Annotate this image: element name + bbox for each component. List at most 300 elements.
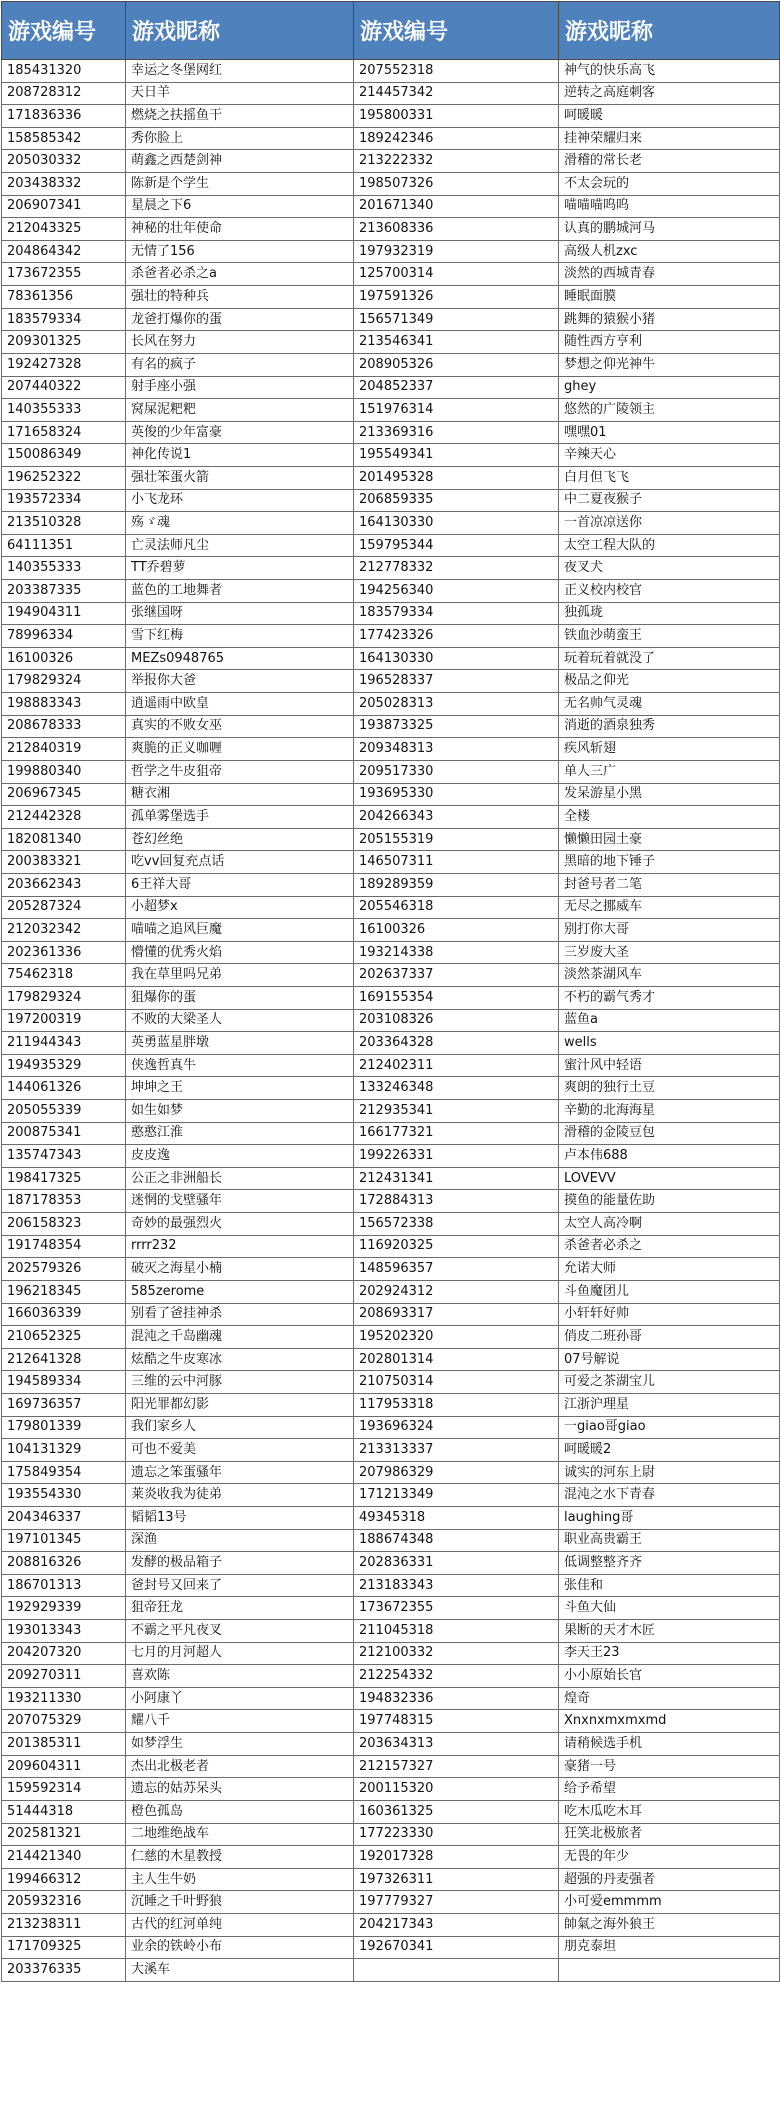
nickname-cell: MEZs0948765 xyxy=(126,647,354,670)
table-row xyxy=(2,851,780,874)
nickname-cell: 如生如梦 xyxy=(126,1100,354,1123)
nickname-cell: 喵喵喵呜呜 xyxy=(559,195,780,218)
table-row xyxy=(2,173,780,196)
game-id-cell: 203364328 xyxy=(354,1032,559,1055)
game-id-cell: 213183343 xyxy=(354,1574,559,1597)
nickname-cell: 无情了156 xyxy=(126,240,354,263)
nickname-cell: Xnxnxmxmxmd xyxy=(559,1710,780,1733)
game-id-cell: 133246348 xyxy=(354,1077,559,1100)
nickname-cell: 一giao哥giao xyxy=(559,1416,780,1439)
nickname-cell: laughing哥 xyxy=(559,1507,780,1530)
game-id-cell: 193554330 xyxy=(2,1484,126,1507)
nickname-cell: 三维的云中河豚 xyxy=(126,1371,354,1394)
nickname-cell: 蓝鱼a xyxy=(559,1009,780,1032)
table-row xyxy=(2,1326,780,1349)
game-id-cell: 159795344 xyxy=(354,534,559,557)
game-id-cell: 196252322 xyxy=(2,466,126,489)
table-row xyxy=(2,1642,780,1665)
game-id-cell: 204207320 xyxy=(2,1642,126,1665)
game-id-cell: 140355333 xyxy=(2,399,126,422)
game-id-cell: 186701313 xyxy=(2,1574,126,1597)
nickname-cell: 嘿嘿01 xyxy=(559,421,780,444)
game-id-cell: 187178353 xyxy=(2,1190,126,1213)
nickname-cell: 蜜汁风中轻语 xyxy=(559,1054,780,1077)
nickname-cell: 龙爸打爆你的蛋 xyxy=(126,308,354,331)
nickname-cell: TT乔碧萝 xyxy=(126,557,354,580)
nickname-cell: 梦想之仰光神牛 xyxy=(559,353,780,376)
game-id-cell: 202581321 xyxy=(2,1823,126,1846)
nickname-cell: 橙色孤岛 xyxy=(126,1800,354,1823)
nickname-cell: 我在草里吗兄弟 xyxy=(126,964,354,987)
game-id-cell: 193696324 xyxy=(354,1416,559,1439)
nickname-cell: 耀八千 xyxy=(126,1710,354,1733)
nickname-cell: 遗忘之笨蛋骚年 xyxy=(126,1461,354,1484)
nickname-cell: 太空工程大队的 xyxy=(559,534,780,557)
game-id-cell: 197591326 xyxy=(354,286,559,309)
game-id-cell: 195800331 xyxy=(354,105,559,128)
nickname-cell: 我们家乡人 xyxy=(126,1416,354,1439)
game-id-cell: 194589334 xyxy=(2,1371,126,1394)
nickname-cell: 不太会玩的 xyxy=(559,173,780,196)
nickname-cell: 苍幻丝绝 xyxy=(126,828,354,851)
table-body xyxy=(2,60,780,1982)
nickname-cell: 韬韬13号 xyxy=(126,1507,354,1530)
game-id-cell: 194935329 xyxy=(2,1054,126,1077)
game-id-cell: 212402311 xyxy=(354,1054,559,1077)
table-row xyxy=(2,263,780,286)
header-game-id-2: 游戏编号 xyxy=(354,2,559,60)
game-id-cell: 206907341 xyxy=(2,195,126,218)
table-row xyxy=(2,1800,780,1823)
nickname-cell: 吃木瓜吃木耳 xyxy=(559,1800,780,1823)
game-id-cell: 197326311 xyxy=(354,1868,559,1891)
nickname-cell: 斗鱼魔团儿 xyxy=(559,1280,780,1303)
nickname-cell: 正义校内校官 xyxy=(559,580,780,603)
game-id-cell: 199466312 xyxy=(2,1868,126,1891)
nickname-cell: 无名帅气灵魂 xyxy=(559,693,780,716)
nickname-cell: 公正之非洲船长 xyxy=(126,1167,354,1190)
game-id-cell: 164130330 xyxy=(354,512,559,535)
nickname-cell: 强壮笨蛋火箭 xyxy=(126,466,354,489)
game-id-cell: 210750314 xyxy=(354,1371,559,1394)
nickname-cell: 张继国呀 xyxy=(126,602,354,625)
header-game-id-1: 游戏编号 xyxy=(2,2,126,60)
table-row xyxy=(2,1032,780,1055)
game-id-cell: 199226331 xyxy=(354,1145,559,1168)
game-id-cell: 212431341 xyxy=(354,1167,559,1190)
game-id-cell: 169155354 xyxy=(354,986,559,1009)
game-id-cell: 212935341 xyxy=(354,1100,559,1123)
nickname-cell: 狙帝狂龙 xyxy=(126,1597,354,1620)
nickname-cell: 摸鱼的能量佐助 xyxy=(559,1190,780,1213)
game-id-cell: 202836331 xyxy=(354,1552,559,1575)
game-id-cell: 212254332 xyxy=(354,1665,559,1688)
table-row xyxy=(2,557,780,580)
game-id-cell: 144061326 xyxy=(2,1077,126,1100)
nickname-cell: 高级人机zxc xyxy=(559,240,780,263)
header-row xyxy=(2,2,780,60)
game-id-cell: 203376335 xyxy=(2,1959,126,1982)
game-id-cell: 158585342 xyxy=(2,127,126,150)
nickname-cell: 不朽的霸气秀才 xyxy=(559,986,780,1009)
game-id-cell: 202801314 xyxy=(354,1348,559,1371)
nickname-cell: 呵暖暖2 xyxy=(559,1439,780,1462)
table-row xyxy=(2,941,780,964)
nickname-cell: 淡然的西城青春 xyxy=(559,263,780,286)
game-id-cell: 49345318 xyxy=(354,1507,559,1530)
game-id-cell: 179829324 xyxy=(2,670,126,693)
game-id-cell: 213546341 xyxy=(354,331,559,354)
game-id-cell: 197200319 xyxy=(2,1009,126,1032)
nickname-cell: 英勇蓝星胖墩 xyxy=(126,1032,354,1055)
table-row xyxy=(2,1439,780,1462)
game-id-cell: 202924312 xyxy=(354,1280,559,1303)
game-id-cell: 169736357 xyxy=(2,1393,126,1416)
nickname-cell: 不霸之平凡夜叉 xyxy=(126,1620,354,1643)
table-row xyxy=(2,1891,780,1914)
nickname-cell: 混沌之千岛幽魂 xyxy=(126,1326,354,1349)
table-row xyxy=(2,1235,780,1258)
game-id-cell: 135747343 xyxy=(2,1145,126,1168)
nickname-cell: 消逝的酒泉独秀 xyxy=(559,715,780,738)
table-row xyxy=(2,738,780,761)
table-row xyxy=(2,896,780,919)
table-row xyxy=(2,1846,780,1869)
game-id-cell: 191748354 xyxy=(2,1235,126,1258)
table-row xyxy=(2,1687,780,1710)
nickname-cell: 卢本伟688 xyxy=(559,1145,780,1168)
table-row xyxy=(2,1778,780,1801)
nickname-cell: 滑稽的常长老 xyxy=(559,150,780,173)
nickname-cell: 俏皮二班孙哥 xyxy=(559,1326,780,1349)
game-id-table xyxy=(1,1,780,1982)
game-id-cell: 75462318 xyxy=(2,964,126,987)
table-row xyxy=(2,1167,780,1190)
table-row xyxy=(2,1574,780,1597)
nickname-cell: 真实的不败女巫 xyxy=(126,715,354,738)
nickname-cell: 别看了爸挂神杀 xyxy=(126,1303,354,1326)
table-row xyxy=(2,105,780,128)
nickname-cell: 无尽之挪威车 xyxy=(559,896,780,919)
game-id-cell: 148596357 xyxy=(354,1258,559,1281)
game-id-cell: 211944343 xyxy=(2,1032,126,1055)
nickname-cell: 长风在努力 xyxy=(126,331,354,354)
nickname-cell: 懵懂的优秀火焰 xyxy=(126,941,354,964)
game-id-cell: 205287324 xyxy=(2,896,126,919)
nickname-cell: 秀你脸上 xyxy=(126,127,354,150)
nickname-cell: 沉睡之千叶野狼 xyxy=(126,1891,354,1914)
game-id-cell: 208728312 xyxy=(2,82,126,105)
game-id-cell: 125700314 xyxy=(354,263,559,286)
nickname-cell: 破灭之海星小楠 xyxy=(126,1258,354,1281)
table-row xyxy=(2,1190,780,1213)
nickname-cell: 如梦浮生 xyxy=(126,1733,354,1756)
game-id-cell: 201671340 xyxy=(354,195,559,218)
game-id-cell: 205546318 xyxy=(354,896,559,919)
nickname-cell: 玩着玩着就没了 xyxy=(559,647,780,670)
nickname-cell: 小阿康丫 xyxy=(126,1687,354,1710)
game-id-cell: 179829324 xyxy=(2,986,126,1009)
nickname-cell: LOVEVV xyxy=(559,1167,780,1190)
game-id-cell: 78361356 xyxy=(2,286,126,309)
nickname-cell: 豪猪一号 xyxy=(559,1755,780,1778)
game-id-cell: 171658324 xyxy=(2,421,126,444)
nickname-cell: 小轩轩好帅 xyxy=(559,1303,780,1326)
nickname-cell: 小飞龙环 xyxy=(126,489,354,512)
nickname-cell: 杰出北极老者 xyxy=(126,1755,354,1778)
nickname-cell: 射手座小强 xyxy=(126,376,354,399)
table-row xyxy=(2,1529,780,1552)
game-id-cell: 209301325 xyxy=(2,331,126,354)
game-id-cell: 151976314 xyxy=(354,399,559,422)
nickname-cell: 喵喵之追风巨魔 xyxy=(126,919,354,942)
game-id-cell: 205030332 xyxy=(2,150,126,173)
table-row xyxy=(2,1552,780,1575)
table-row xyxy=(2,1393,780,1416)
table-row xyxy=(2,399,780,422)
nickname-cell: 天日羊 xyxy=(126,82,354,105)
nickname-cell: rrrr232 xyxy=(126,1235,354,1258)
nickname-cell: 全楼 xyxy=(559,806,780,829)
game-id-cell: 159592314 xyxy=(2,1778,126,1801)
nickname-cell: 蓝色的工地舞者 xyxy=(126,580,354,603)
game-id-cell: 207552318 xyxy=(354,60,559,83)
nickname-cell: 小可爱emmmm xyxy=(559,1891,780,1914)
nickname-cell: 侠逸哲真牛 xyxy=(126,1054,354,1077)
nickname-cell: 别打你大哥 xyxy=(559,919,780,942)
game-id-cell: 156572338 xyxy=(354,1213,559,1236)
game-id-cell: 205028313 xyxy=(354,693,559,716)
table-row xyxy=(2,1484,780,1507)
header-nickname-1: 游戏昵称 xyxy=(126,2,354,60)
game-id-cell: 197101345 xyxy=(2,1529,126,1552)
table-row xyxy=(2,986,780,1009)
table-row xyxy=(2,1122,780,1145)
table-row xyxy=(2,1100,780,1123)
nickname-cell: 疾风斩翅 xyxy=(559,738,780,761)
nickname-cell: 滑稽的金陵豆包 xyxy=(559,1122,780,1145)
game-id-cell: 212100332 xyxy=(354,1642,559,1665)
game-id-cell: 208816326 xyxy=(2,1552,126,1575)
table-row xyxy=(2,240,780,263)
game-id-cell: 204217343 xyxy=(354,1913,559,1936)
nickname-cell: 炫酷之牛皮寒冰 xyxy=(126,1348,354,1371)
game-id-cell: 213238311 xyxy=(2,1913,126,1936)
game-id-cell: 194904311 xyxy=(2,602,126,625)
table-row xyxy=(2,218,780,241)
game-id-cell: 196218345 xyxy=(2,1280,126,1303)
nickname-cell: 雪下红梅 xyxy=(126,625,354,648)
nickname-cell: 七月的月河超人 xyxy=(126,1642,354,1665)
nickname-cell: 淡然茶湖风车 xyxy=(559,964,780,987)
game-id-cell: 117953318 xyxy=(354,1393,559,1416)
table-row xyxy=(2,693,780,716)
game-id-cell: 197779327 xyxy=(354,1891,559,1914)
game-id-cell: 140355333 xyxy=(2,557,126,580)
game-id-cell: 205055339 xyxy=(2,1100,126,1123)
nickname-cell: 07号解说 xyxy=(559,1348,780,1371)
nickname-cell: wells xyxy=(559,1032,780,1055)
game-id-cell: 199880340 xyxy=(2,760,126,783)
nickname-cell: 吃vv回复充点话 xyxy=(126,851,354,874)
table-row xyxy=(2,1665,780,1688)
game-id-cell: 206967345 xyxy=(2,783,126,806)
game-id-cell: 212641328 xyxy=(2,1348,126,1371)
nickname-cell: 皮皮逸 xyxy=(126,1145,354,1168)
table-row xyxy=(2,1507,780,1530)
game-id-cell: 206158323 xyxy=(2,1213,126,1236)
game-id-cell: 208678333 xyxy=(2,715,126,738)
game-id-cell: 205932316 xyxy=(2,1891,126,1914)
game-id-cell: 171836336 xyxy=(2,105,126,128)
game-id-cell: 166036339 xyxy=(2,1303,126,1326)
nickname-cell: 亡灵法师凡尘 xyxy=(126,534,354,557)
game-id-cell: 203634313 xyxy=(354,1733,559,1756)
nickname-cell: 认真的鹏城河马 xyxy=(559,218,780,241)
nickname-cell: 爽朗的独行土豆 xyxy=(559,1077,780,1100)
nickname-cell: 辛辣天心 xyxy=(559,444,780,467)
game-id-cell: 204864342 xyxy=(2,240,126,263)
game-id-cell: 198883343 xyxy=(2,693,126,716)
nickname-cell: 神气的快乐高飞 xyxy=(559,60,780,83)
table-row xyxy=(2,1009,780,1032)
game-id-cell: 214457342 xyxy=(354,82,559,105)
nickname-cell: 深渔 xyxy=(126,1529,354,1552)
nickname-cell xyxy=(559,1959,780,1982)
nickname-cell: 小小原始长官 xyxy=(559,1665,780,1688)
nickname-cell: 挂神荣耀归来 xyxy=(559,127,780,150)
nickname-cell: 发呆游星小黑 xyxy=(559,783,780,806)
game-id-cell: 195549341 xyxy=(354,444,559,467)
table-row xyxy=(2,783,780,806)
game-id-cell: 203387335 xyxy=(2,580,126,603)
game-id-cell: 16100326 xyxy=(2,647,126,670)
table-row xyxy=(2,1868,780,1891)
nickname-cell: 殇ゞ魂 xyxy=(126,512,354,535)
game-id-cell: 150086349 xyxy=(2,444,126,467)
game-id-cell: 202361336 xyxy=(2,941,126,964)
table-row xyxy=(2,1936,780,1959)
game-id-cell: 182081340 xyxy=(2,828,126,851)
table-row xyxy=(2,421,780,444)
table-row xyxy=(2,1258,780,1281)
game-id-cell: 183579334 xyxy=(2,308,126,331)
table-row xyxy=(2,964,780,987)
game-id-cell: 164130330 xyxy=(354,647,559,670)
nickname-cell: 独孤珑 xyxy=(559,602,780,625)
game-id-cell: 206859335 xyxy=(354,489,559,512)
table-row xyxy=(2,1823,780,1846)
table-row xyxy=(2,1597,780,1620)
table-row xyxy=(2,1145,780,1168)
nickname-cell: 爽脆的正义咖喱 xyxy=(126,738,354,761)
game-id-cell: 211045318 xyxy=(354,1620,559,1643)
table-row xyxy=(2,376,780,399)
game-id-cell: 212778332 xyxy=(354,557,559,580)
game-id-cell: 204266343 xyxy=(354,806,559,829)
game-id-cell: 156571349 xyxy=(354,308,559,331)
nickname-cell: 张佳和 xyxy=(559,1574,780,1597)
nickname-cell: 主人生牛奶 xyxy=(126,1868,354,1891)
game-id-cell: 192427328 xyxy=(2,353,126,376)
game-id-cell: 214421340 xyxy=(2,1846,126,1869)
game-id-cell: 213369316 xyxy=(354,421,559,444)
game-id-cell: 210652325 xyxy=(2,1326,126,1349)
table-row xyxy=(2,1416,780,1439)
game-id-cell: 208693317 xyxy=(354,1303,559,1326)
table-row xyxy=(2,1755,780,1778)
nickname-cell: 可也不爱美 xyxy=(126,1439,354,1462)
nickname-cell: 杀爸者必杀之 xyxy=(559,1235,780,1258)
table-row xyxy=(2,1213,780,1236)
nickname-cell: 三岁废大圣 xyxy=(559,941,780,964)
game-id-cell: 160361325 xyxy=(354,1800,559,1823)
game-id-cell: 212442328 xyxy=(2,806,126,829)
table-row xyxy=(2,150,780,173)
nickname-cell: 帥氣之海外狼王 xyxy=(559,1913,780,1936)
game-id-cell: 195202320 xyxy=(354,1326,559,1349)
nickname-cell: 煌奇 xyxy=(559,1687,780,1710)
nickname-cell: 强壮的特种兵 xyxy=(126,286,354,309)
nickname-cell: 窝屎泥粑粑 xyxy=(126,399,354,422)
nickname-cell: 二地维绝战车 xyxy=(126,1823,354,1846)
nickname-cell: 睡眠面膜 xyxy=(559,286,780,309)
nickname-cell: 李天王23 xyxy=(559,1642,780,1665)
table-row xyxy=(2,1620,780,1643)
nickname-cell: ghey xyxy=(559,376,780,399)
game-id-cell: 193873325 xyxy=(354,715,559,738)
game-id-cell: 203438332 xyxy=(2,173,126,196)
game-id-cell: 172884313 xyxy=(354,1190,559,1213)
header-nickname-2: 游戏昵称 xyxy=(559,2,780,60)
nickname-cell: 585zerome xyxy=(126,1280,354,1303)
table-row xyxy=(2,331,780,354)
game-id-cell: 213608336 xyxy=(354,218,559,241)
game-id-cell: 213313337 xyxy=(354,1439,559,1462)
game-id-cell: 208905326 xyxy=(354,353,559,376)
game-id-cell: 193013343 xyxy=(2,1620,126,1643)
nickname-cell: 可爱之茶湖宝儿 xyxy=(559,1371,780,1394)
nickname-cell: 懒懒田园土豪 xyxy=(559,828,780,851)
game-id-cell: 104131329 xyxy=(2,1439,126,1462)
table-row xyxy=(2,512,780,535)
nickname-cell: 坤坤之王 xyxy=(126,1077,354,1100)
game-id-cell: 196528337 xyxy=(354,670,559,693)
game-id-cell xyxy=(354,1959,559,1982)
table-row xyxy=(2,60,780,83)
game-id-cell: 189242346 xyxy=(354,127,559,150)
table-row xyxy=(2,1303,780,1326)
game-id-cell: 202637337 xyxy=(354,964,559,987)
game-id-cell: 209348313 xyxy=(354,738,559,761)
nickname-cell: 莱炎收我为徒弟 xyxy=(126,1484,354,1507)
game-id-cell: 203662343 xyxy=(2,873,126,896)
nickname-cell: 仁慈的木星教授 xyxy=(126,1846,354,1869)
game-id-cell: 200115320 xyxy=(354,1778,559,1801)
table-row xyxy=(2,1733,780,1756)
table-row xyxy=(2,580,780,603)
table-row xyxy=(2,625,780,648)
game-id-cell: 209517330 xyxy=(354,760,559,783)
game-id-cell: 189289359 xyxy=(354,873,559,896)
nickname-cell: 朋克泰坦 xyxy=(559,1936,780,1959)
game-id-cell: 197748315 xyxy=(354,1710,559,1733)
game-id-cell: 194832336 xyxy=(354,1687,559,1710)
nickname-cell: 英俊的少年富豪 xyxy=(126,421,354,444)
nickname-cell: 阳光罪都幻影 xyxy=(126,1393,354,1416)
table-row xyxy=(2,1348,780,1371)
game-id-cell: 201385311 xyxy=(2,1733,126,1756)
